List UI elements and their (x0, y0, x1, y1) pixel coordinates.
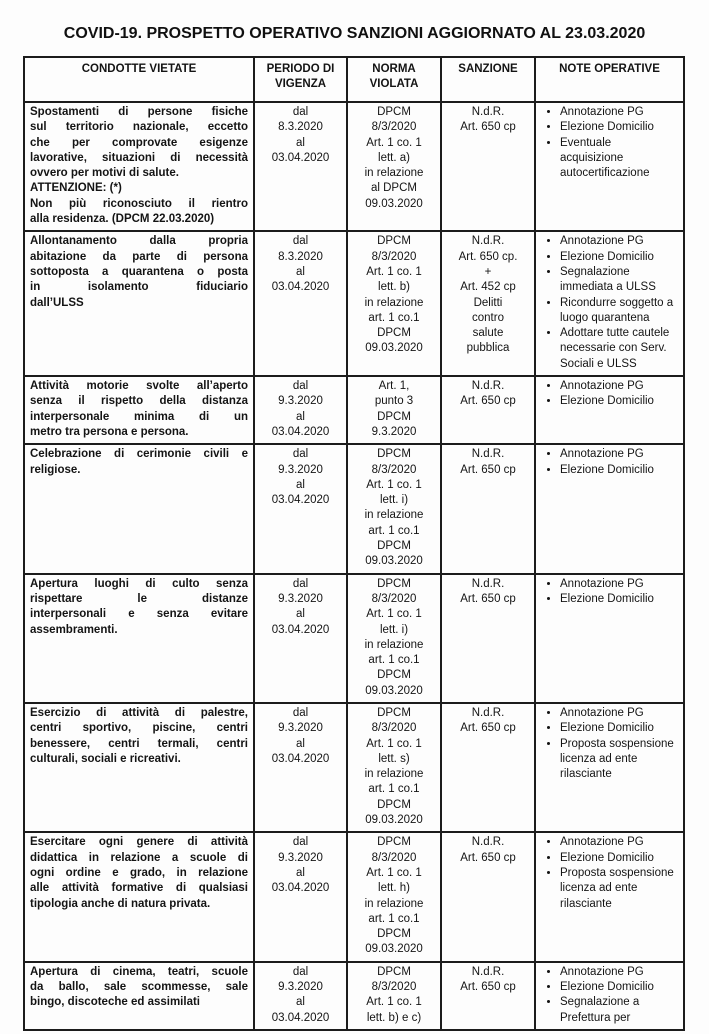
cell-sanzione (441, 376, 535, 444)
norma-text-line: DPCM (377, 540, 411, 553)
condotta-text-line: Non più riconosciuto il rientro (30, 197, 248, 210)
norma-text-line: lett. b) e c) (366, 1011, 422, 1024)
periodo-text-line: dal (292, 106, 309, 118)
condotta-text-line: Apertura di cinema, teatri, scuole (30, 965, 248, 978)
table-row (24, 832, 684, 961)
norma-text-line: 09.03.2020 (365, 684, 423, 697)
cell-condotte-vietate (24, 962, 254, 1030)
norma-text-line: 09.03.2020 (365, 814, 423, 827)
periodo-text-line: 8.3.2020 (278, 250, 323, 263)
cell-condotte-vietate (24, 102, 254, 231)
periodo-text-line: al (296, 265, 305, 278)
sanzione-text-line: N.d.R. (471, 577, 505, 590)
condotta-text-line: interpersonali e senza evitare (30, 608, 248, 621)
cell-condotte-vietate (24, 231, 254, 376)
periodo-text-line: al (296, 478, 305, 491)
condotta-text-line: Allontanamento dalla propria (30, 235, 248, 248)
sanzione-text-line: N.d.R. (471, 706, 505, 719)
header-sanzione: SANZIONE (441, 57, 535, 102)
cell-note-operative (535, 102, 684, 231)
cell-norma-violata (347, 832, 441, 961)
cell-sanzione (441, 703, 535, 832)
sanzione-text-line: Art. 650 cp (460, 395, 516, 408)
condotta-text-line: centri sportivo, piscine, centri (30, 722, 248, 735)
sanzione-text-line: contro (472, 311, 504, 324)
sanzione-text-line: N.d.R. (471, 106, 505, 118)
periodo-text-line: dal (292, 235, 309, 248)
condotta-text-line: alla residenza. (DPCM 22.03.2020) (30, 213, 215, 226)
condotta-text-line: interpersonale minima di un (30, 410, 248, 423)
condotta-text-line: dall’ULSS (30, 296, 84, 309)
periodo-text-line: 8.3.2020 (278, 121, 323, 134)
header-norma-violata: NORMA VIOLATA (347, 57, 441, 102)
norma-text-line: lett. h) (378, 882, 410, 895)
norma-text-line: DPCM (377, 669, 411, 682)
norma-text-line: lett. i) (379, 623, 409, 636)
periodo-text-line: 03.04.2020 (271, 425, 330, 438)
norma-text-line: art. 1 co.1 (368, 524, 420, 537)
norma-text-line: in relazione (364, 509, 424, 522)
norma-text-line: 09.03.2020 (365, 555, 423, 568)
header-row (24, 57, 684, 102)
cell-norma-violata (347, 376, 441, 444)
norma-text-line: 8/3/2020 (371, 722, 417, 735)
table-row (24, 703, 684, 832)
note-item: • Elezione Domicilio (560, 721, 677, 736)
sanzione-text-line: Art. 650 cp (460, 121, 516, 134)
condotta-text-line: religiose. (30, 463, 81, 476)
cell-norma-violata (347, 574, 441, 703)
condotta-text-line: lavorative, situazioni di necessità (30, 151, 248, 164)
norma-text-line: DPCM (377, 235, 411, 248)
note-list (540, 234, 677, 372)
cell-norma-violata (347, 231, 441, 376)
cell-condotte-vietate (24, 832, 254, 961)
header-periodo-di-vigenza: PERIODO DI VIGENZA (254, 57, 347, 102)
note-item: • Annotazione PG (560, 706, 677, 721)
sanzione-text-line: Art. 650 cp. (458, 250, 518, 263)
norma-text-line: 8/3/2020 (371, 981, 417, 994)
note-item: • Elezione Domicilio (560, 980, 677, 995)
cell-periodo-vigenza (254, 832, 347, 961)
note-item: • Elezione Domicilio (560, 463, 677, 478)
cell-note-operative (535, 832, 684, 961)
periodo-text-line: dal (292, 965, 309, 978)
periodo-text-line: dal (292, 448, 309, 461)
condotta-text-line: Attività motorie svolte all’aperto (30, 380, 248, 393)
norma-text-line: 09.03.2020 (365, 197, 423, 210)
norma-text-line: art. 1 co.1 (368, 783, 420, 796)
periodo-text-line: 03.04.2020 (271, 281, 330, 294)
sanzione-text-line: Art. 650 cp (460, 463, 516, 476)
condotta-text-line: Spostamenti di persone fisiche (30, 106, 248, 118)
periodo-text-line: 03.04.2020 (271, 882, 330, 895)
condotta-text-line: che per comprovate esigenze (30, 136, 248, 149)
cell-note-operative (535, 231, 684, 376)
table-row (24, 444, 684, 573)
norma-text-line: DPCM (377, 577, 411, 590)
sanzione-text-line: N.d.R. (471, 380, 505, 393)
condotta-text-line: Esercitare ogni genere di attività (30, 836, 248, 849)
periodo-text-line: 9.3.2020 (278, 722, 323, 735)
note-item: • Annotazione PG (560, 379, 677, 394)
cell-periodo-vigenza (254, 102, 347, 231)
cell-note-operative (535, 444, 684, 573)
periodo-text-line: 9.3.2020 (278, 463, 323, 476)
cell-sanzione (441, 102, 535, 231)
sanzione-text-line: Art. 650 cp (460, 981, 516, 994)
condotta-text-line: ovvero per motivi di salute. (30, 167, 179, 180)
norma-text-line: DPCM (377, 106, 411, 118)
norma-text-line: Art. 1 co. 1 (366, 136, 422, 149)
condotta-text-line: assembramenti. (30, 623, 118, 636)
periodo-text-line: al (296, 136, 305, 149)
sanzione-text-line: salute (472, 327, 504, 340)
norma-text-line: 09.03.2020 (365, 342, 423, 355)
condotta-text-line: abitazione da parte di persona (30, 250, 248, 263)
periodo-text-line: 03.04.2020 (271, 1011, 330, 1024)
sanzione-text-line: pubblica (466, 342, 510, 355)
norma-text-line: DPCM (377, 928, 411, 941)
norma-text-line: in relazione (364, 167, 424, 180)
sanzione-text-line: Art. 452 cp (460, 281, 516, 294)
norma-text-line: Art. 1 co. 1 (366, 866, 422, 879)
norma-text-line: lett. i) (379, 494, 409, 507)
sanctions-table-body (24, 102, 684, 1030)
cell-condotte-vietate (24, 703, 254, 832)
cell-sanzione (441, 962, 535, 1030)
cell-periodo-vigenza (254, 231, 347, 376)
note-list (540, 706, 677, 782)
periodo-text-line: 03.04.2020 (271, 623, 330, 636)
norma-text-line: 8/3/2020 (371, 250, 417, 263)
note-item: • Eventuale acquisizione autocertificazione (560, 136, 677, 182)
sanzione-text-line: N.d.R. (471, 448, 505, 461)
norma-text-line: 8/3/2020 (371, 121, 417, 134)
document-page (0, 25, 709, 1031)
sanzione-text-line: N.d.R. (471, 836, 505, 849)
periodo-text-line: 03.04.2020 (271, 752, 330, 765)
norma-text-line: DPCM (377, 706, 411, 719)
cell-sanzione (441, 444, 535, 573)
condotta-text-line: senza il rispetto della distanza (30, 395, 248, 408)
cell-note-operative (535, 574, 684, 703)
norma-text-line: art. 1 co.1 (368, 912, 420, 925)
periodo-text-line: dal (292, 577, 309, 590)
sanzione-text-line: Art. 650 cp (460, 592, 516, 605)
norma-text-line: al DPCM (370, 182, 417, 195)
norma-text-line: lett. b) (378, 281, 410, 294)
norma-text-line: 8/3/2020 (371, 463, 417, 476)
note-item: • Annotazione PG (560, 105, 677, 120)
norma-text-line: lett. a) (378, 151, 410, 164)
note-item: • Elezione Domicilio (560, 250, 677, 265)
table-row (24, 962, 684, 1030)
norma-text-line: in relazione (364, 768, 424, 781)
norma-text-line: in relazione (364, 638, 424, 651)
periodo-text-line: al (296, 996, 305, 1009)
periodo-text-line: 03.04.2020 (271, 494, 330, 507)
table-row (24, 376, 684, 444)
norma-text-line: DPCM (377, 798, 411, 811)
cell-sanzione (441, 832, 535, 961)
periodo-text-line: 9.3.2020 (278, 592, 323, 605)
note-item: • Elezione Domicilio (560, 394, 677, 409)
note-item: • Ricondurre soggetto a luogo quarantena (560, 296, 677, 327)
condotta-text-line: sul territorio nazionale, eccetto (30, 121, 248, 134)
header-note-operative: NOTE OPERATIVE (535, 57, 684, 102)
cell-condotte-vietate (24, 574, 254, 703)
note-item: • Elezione Domicilio (560, 120, 677, 135)
periodo-text-line: dal (292, 836, 309, 849)
periodo-text-line: 9.3.2020 (278, 981, 323, 994)
periodo-text-line: al (296, 608, 305, 621)
header-condotte-vietate: CONDOTTE VIETATE (24, 57, 254, 102)
sanctions-table (23, 56, 685, 1031)
norma-text-line: DPCM (377, 965, 411, 978)
cell-norma-violata (347, 703, 441, 832)
sanzione-text-line: N.d.R. (471, 235, 505, 248)
sanzione-text-line: Art. 650 cp (460, 851, 516, 864)
note-item: • Segnalazione a Prefettura per (560, 995, 677, 1026)
note-item: • Proposta sospensione licenza ad ente rilasciante (560, 737, 677, 783)
condotta-text-line: ogni ordine e grado, in relazione (30, 866, 248, 879)
cell-periodo-vigenza (254, 444, 347, 573)
note-item: • Annotazione PG (560, 965, 677, 980)
condotta-text-line: sottoposta a quarantena o posta (30, 265, 248, 278)
note-item: • Annotazione PG (560, 835, 677, 850)
note-item: • Proposta sospensione licenza ad ente rilasciante (560, 866, 677, 912)
note-item: • Segnalazione immediata a ULSS (560, 265, 677, 296)
norma-text-line: DPCM (377, 327, 411, 340)
condotta-text-line: ATTENZIONE: (*) (30, 182, 122, 195)
norma-text-line: DPCM (377, 448, 411, 461)
note-item: • Elezione Domicilio (560, 851, 677, 866)
periodo-text-line: dal (292, 706, 309, 719)
note-item: • Adottare tutte cautele necessarie con Serv. Sociali e ULSS (560, 326, 677, 372)
condotta-text-line: Apertura luoghi di culto senza (30, 577, 248, 590)
periodo-text-line: al (296, 737, 305, 750)
condotta-text-line: benessere, centri termali, centri (30, 737, 248, 750)
cell-note-operative (535, 703, 684, 832)
norma-text-line: DPCM (377, 410, 411, 423)
note-item: • Annotazione PG (560, 577, 677, 592)
condotta-text-line: tipologia anche di natura privata. (30, 897, 211, 910)
sanzione-text-line: Art. 650 cp (460, 722, 516, 735)
condotta-text-line: alle attività formative di qualsiasi (30, 882, 248, 895)
condotta-text-line: Esercizio di attività di palestre, (30, 706, 248, 719)
cell-note-operative (535, 962, 684, 1030)
condotta-text-line: bingo, discoteche ed assimilati (30, 996, 200, 1009)
norma-text-line: art. 1 co.1 (368, 311, 420, 324)
periodo-text-line: dal (292, 380, 309, 393)
norma-text-line: Art. 1 co. 1 (366, 265, 422, 278)
norma-text-line: 9.3.2020 (371, 425, 417, 438)
note-list (540, 577, 677, 608)
condotta-text-line: in isolamento fiduciario (30, 281, 248, 294)
cell-note-operative (535, 376, 684, 444)
norma-text-line: 09.03.2020 (365, 943, 423, 956)
note-list (540, 447, 677, 478)
sanzione-text-line: Delitti (473, 296, 503, 309)
page-title: COVID-19. PROSPETTO OPERATIVO SANZIONI AGGIORNATO AL 23.03.2020 (63, 25, 646, 42)
condotta-text-line: Celebrazione di cerimonie civili e (30, 448, 248, 461)
cell-norma-violata (347, 962, 441, 1030)
norma-text-line: in relazione (364, 296, 424, 309)
note-item: • Elezione Domicilio (560, 592, 677, 607)
norma-text-line: lett. s) (378, 752, 410, 765)
cell-condotte-vietate (24, 444, 254, 573)
periodo-text-line: al (296, 410, 305, 423)
cell-condotte-vietate (24, 376, 254, 444)
cell-sanzione (441, 574, 535, 703)
norma-text-line: Art. 1 co. 1 (366, 608, 422, 621)
periodo-text-line: al (296, 866, 305, 879)
note-list (540, 379, 677, 410)
norma-text-line: art. 1 co.1 (368, 654, 420, 667)
cell-norma-violata (347, 444, 441, 573)
periodo-text-line: 9.3.2020 (278, 395, 323, 408)
cell-periodo-vigenza (254, 376, 347, 444)
norma-text-line: 8/3/2020 (371, 592, 417, 605)
note-item: • Annotazione PG (560, 234, 677, 249)
condotta-text-line: culturali, sociali e ricreativi. (30, 752, 181, 765)
norma-text-line: DPCM (377, 836, 411, 849)
table-row (24, 231, 684, 376)
cell-periodo-vigenza (254, 703, 347, 832)
table-row (24, 574, 684, 703)
periodo-text-line: 9.3.2020 (278, 851, 323, 864)
norma-text-line: Art. 1 co. 1 (366, 478, 422, 491)
cell-sanzione (441, 231, 535, 376)
cell-periodo-vigenza (254, 574, 347, 703)
condotta-text-line: da ballo, sale scommesse, sale (30, 981, 248, 994)
cell-periodo-vigenza (254, 962, 347, 1030)
note-item: • Annotazione PG (560, 447, 677, 462)
table-row (24, 102, 684, 231)
norma-text-line: Art. 1, (378, 380, 410, 393)
note-list (540, 105, 677, 181)
condotta-text-line: metro tra persona e persona. (30, 425, 189, 438)
periodo-text-line: 03.04.2020 (271, 151, 330, 164)
cell-norma-violata (347, 102, 441, 231)
sanzione-text-line: + (484, 265, 492, 278)
norma-text-line: Art. 1 co. 1 (366, 737, 422, 750)
condotta-text-line: rispettare le distanze (30, 592, 248, 605)
norma-text-line: 8/3/2020 (371, 851, 417, 864)
condotta-text-line: didattica in relazione a scuole di (30, 851, 248, 864)
note-list (540, 835, 677, 911)
norma-text-line: in relazione (364, 897, 424, 910)
note-list (540, 965, 677, 1026)
norma-text-line: punto 3 (374, 395, 414, 408)
table-header (24, 57, 684, 102)
norma-text-line: Art. 1 co. 1 (366, 996, 422, 1009)
sanzione-text-line: N.d.R. (471, 965, 505, 978)
